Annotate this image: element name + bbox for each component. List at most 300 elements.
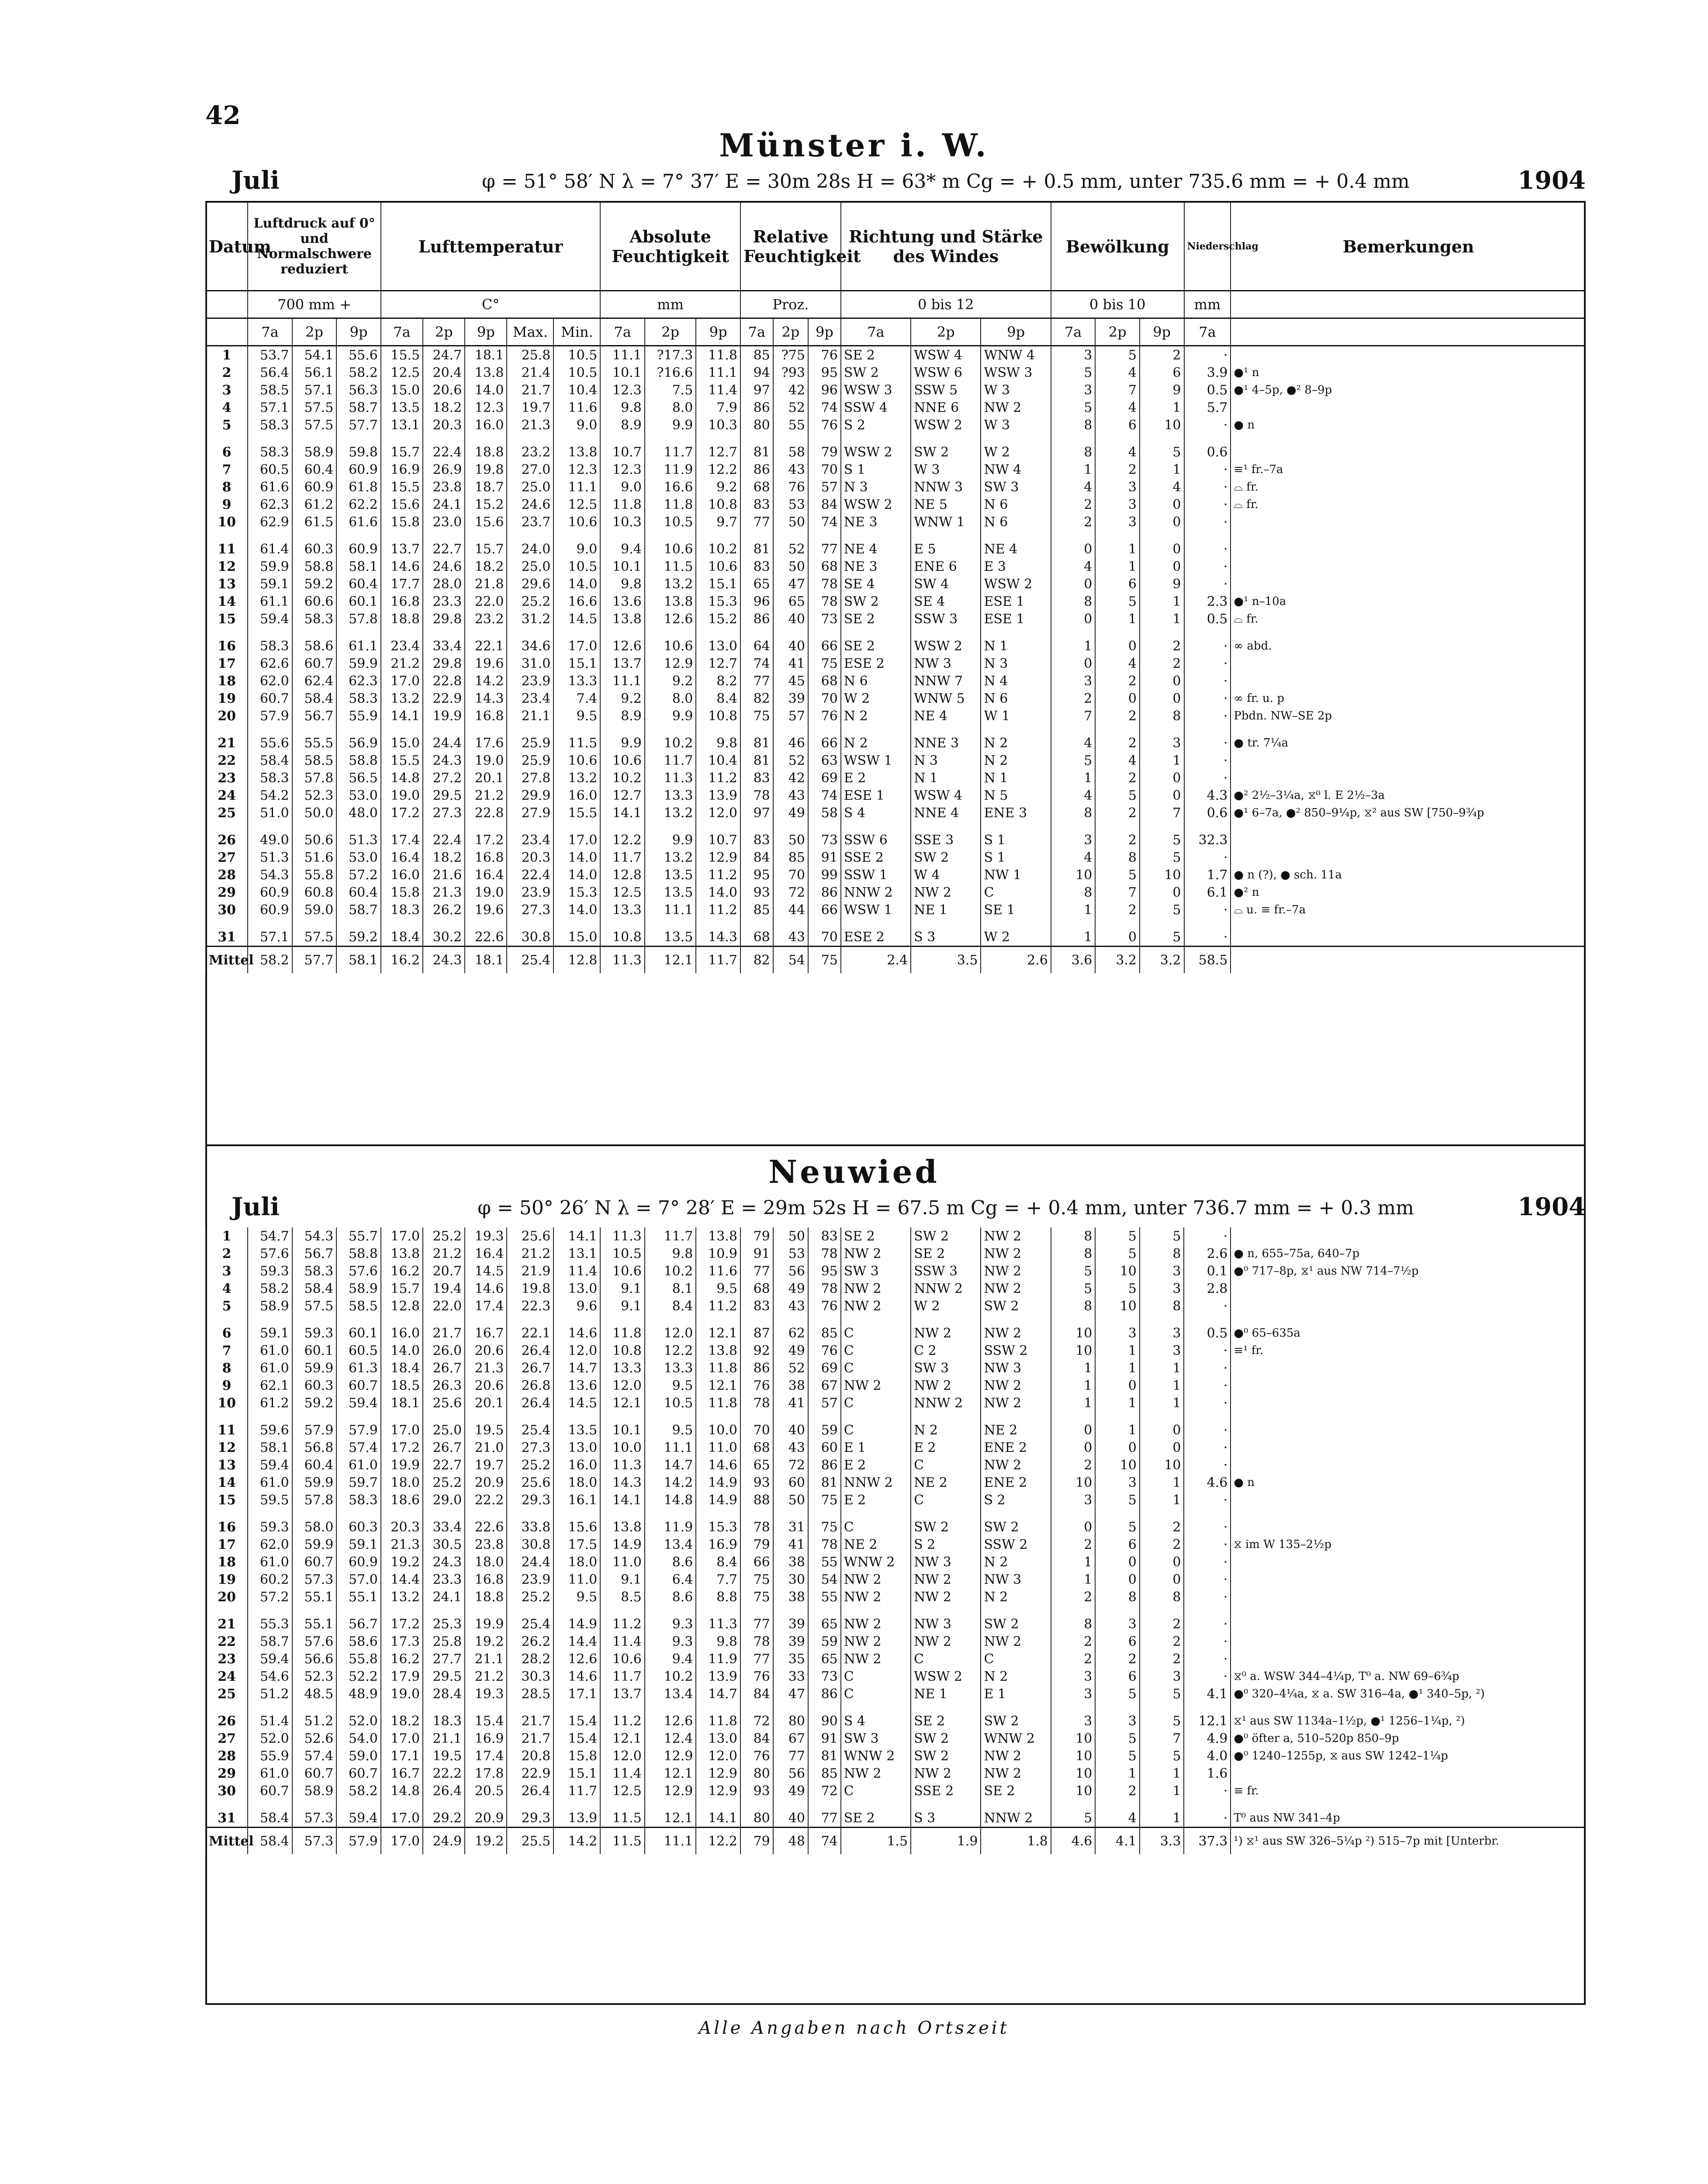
remark-cell (1231, 1227, 1586, 1245)
value-cell: NNW 2 (841, 884, 911, 901)
value-cell: 60 (773, 1474, 808, 1491)
table-row (206, 1297, 1586, 1315)
value-cell: 75 (740, 707, 773, 725)
value-cell: 58.9 (336, 1280, 381, 1297)
value-cell: 19.8 (465, 461, 507, 478)
value-cell: · (1184, 655, 1231, 672)
value-cell: 78 (740, 1509, 773, 1536)
value-cell: 51.6 (292, 849, 337, 866)
value-cell: 15.8 (381, 884, 423, 901)
value-cell: 40 (773, 628, 808, 655)
value-cell: 12.3 (600, 461, 645, 478)
value-cell: 13.8 (553, 434, 600, 461)
remark-cell: ●¹ n (1231, 364, 1586, 381)
value-cell: 11.0 (600, 1553, 645, 1571)
value-cell: 60.4 (292, 461, 337, 478)
value-cell: 50.6 (292, 822, 337, 849)
value-cell: 83 (740, 822, 773, 849)
value-cell: 1 (1095, 558, 1140, 575)
value-cell: 23.2 (507, 434, 553, 461)
value-cell: 14.1 (381, 707, 423, 725)
value-cell: 21.7 (507, 381, 553, 399)
value-cell: 58.4 (248, 752, 292, 769)
value-cell: 0 (1140, 496, 1184, 513)
remark-cell (1231, 1571, 1586, 1588)
value-cell: 12.0 (553, 1342, 600, 1359)
value-cell: ENE 2 (981, 1439, 1051, 1456)
value-cell: 13.9 (696, 787, 740, 804)
value-cell: 5 (1051, 1280, 1096, 1297)
table-row (206, 822, 1586, 849)
value-cell: 85 (740, 901, 773, 919)
value-cell: 12.2 (696, 1828, 740, 1855)
value-cell: C (981, 884, 1051, 901)
value-cell: WNW 4 (981, 346, 1051, 364)
value-cell: 10.2 (645, 725, 696, 752)
value-cell: SSW 5 (911, 381, 981, 399)
value-cell: NW 3 (911, 1553, 981, 1571)
value-cell: 5 (1051, 1262, 1096, 1280)
value-cell: 83 (740, 769, 773, 787)
value-cell: 17.1 (381, 1747, 423, 1765)
value-cell: 14.3 (696, 919, 740, 947)
value-cell: 12.5 (381, 364, 423, 381)
value-cell: 68 (808, 558, 841, 575)
value-cell: NE 1 (911, 901, 981, 919)
date-cell: 16 (206, 628, 248, 655)
remark-cell: ●¹ 6–7a, ●² 850–9¼p, ⧖² aus SW [750–9¾p (1231, 804, 1586, 822)
value-cell: 1.9 (911, 1828, 981, 1855)
value-cell: 85 (808, 1315, 841, 1342)
value-cell: 11.5 (645, 558, 696, 575)
value-cell: 21.0 (465, 1439, 507, 1456)
table-row (206, 1342, 1586, 1359)
value-cell: 10.4 (696, 752, 740, 769)
value-cell: S 1 (841, 461, 911, 478)
value-cell: 57.5 (292, 1297, 337, 1315)
value-cell: 26.7 (423, 1359, 465, 1377)
value-cell: 16.7 (465, 1315, 507, 1342)
value-cell: 58.6 (336, 1633, 381, 1650)
value-cell: 10 (1140, 866, 1184, 884)
value-cell: SE 4 (911, 593, 981, 610)
value-cell: 51.0 (248, 804, 292, 822)
value-cell: 30.3 (507, 1668, 553, 1685)
sub-9p: 9p (696, 318, 740, 346)
value-cell: 16.8 (465, 707, 507, 725)
value-cell: 8 (1051, 1245, 1096, 1262)
table-row (206, 531, 1586, 558)
remark-cell (1231, 1588, 1586, 1606)
value-cell: 0 (1095, 628, 1140, 655)
value-cell: W 2 (981, 919, 1051, 947)
value-cell: 66 (808, 628, 841, 655)
value-cell: ESE 1 (841, 787, 911, 804)
table-row (206, 672, 1586, 690)
value-cell: 9 (1140, 381, 1184, 399)
table-row (206, 346, 1586, 364)
value-cell: 50 (773, 558, 808, 575)
value-cell: NW 2 (981, 1227, 1051, 1245)
value-cell: 8 (1140, 1588, 1184, 1606)
value-cell: 78 (808, 575, 841, 593)
value-cell: WSW 4 (911, 787, 981, 804)
value-cell: · (1184, 496, 1231, 513)
value-cell: 18.2 (423, 399, 465, 416)
table-row (206, 1315, 1586, 1342)
value-cell: 13.0 (553, 1280, 600, 1297)
table-row (206, 461, 1586, 478)
value-cell: 10 (1051, 1730, 1096, 1747)
value-cell: 99 (808, 866, 841, 884)
value-cell: 56.6 (292, 1650, 337, 1668)
date-cell: 3 (206, 381, 248, 399)
value-cell: 57.1 (248, 919, 292, 947)
remark-cell (1231, 399, 1586, 416)
value-cell: WSW 1 (841, 901, 911, 919)
value-cell: 2 (1095, 1782, 1140, 1800)
table-row (206, 1439, 1586, 1456)
date-cell: 23 (206, 1650, 248, 1668)
sub-7a: 7a (1184, 318, 1231, 346)
value-cell: 11.2 (696, 769, 740, 787)
value-cell: 5 (1140, 901, 1184, 919)
value-cell: 57.9 (336, 1412, 381, 1439)
value-cell: 34.6 (507, 628, 553, 655)
table-row (206, 1474, 1586, 1491)
value-cell: 51.3 (248, 849, 292, 866)
value-cell: 52.6 (292, 1730, 337, 1747)
value-cell: 17.2 (381, 1606, 423, 1633)
value-cell: 2 (1051, 1456, 1096, 1474)
value-cell: 19.2 (381, 1553, 423, 1571)
value-cell: 70 (740, 1412, 773, 1439)
value-cell: 9.9 (645, 707, 696, 725)
value-cell: 17.0 (381, 1412, 423, 1439)
value-cell: · (1184, 1668, 1231, 1685)
table-row (206, 1571, 1586, 1588)
value-cell: 11.7 (645, 752, 696, 769)
table-row (206, 1456, 1586, 1474)
table-row (206, 1280, 1586, 1297)
value-cell: 23.3 (423, 1571, 465, 1588)
value-cell: 15.7 (381, 1280, 423, 1297)
value-cell: 55 (808, 1553, 841, 1571)
value-cell: 60.4 (292, 1456, 337, 1474)
value-cell: 10.6 (600, 752, 645, 769)
value-cell: 16.8 (465, 849, 507, 866)
value-cell: 75 (808, 655, 841, 672)
value-cell: 70 (808, 690, 841, 707)
value-cell: 0.5 (1184, 610, 1231, 628)
table-row (206, 1606, 1586, 1633)
value-cell: 41 (773, 1394, 808, 1412)
value-cell: 17.9 (381, 1668, 423, 1685)
value-cell: 9.1 (600, 1280, 645, 1297)
value-cell: 25.0 (507, 478, 553, 496)
value-cell: 16.7 (381, 1765, 423, 1782)
value-cell: 75 (808, 1509, 841, 1536)
value-cell: 5 (1051, 1800, 1096, 1828)
remark-cell (1231, 346, 1586, 364)
coords-line: φ = 50° 26′ N λ = 7° 28′ E = 29m 52s H = 67.5 m Cg = + 0.4 mm, unter 736.7 mm = + 0.3 mm (477, 1197, 1414, 1219)
value-cell: 12.9 (645, 655, 696, 672)
date-cell: 31 (206, 919, 248, 947)
value-cell: 2 (1051, 690, 1096, 707)
value-cell: 24.7 (423, 346, 465, 364)
value-cell: 55 (773, 416, 808, 434)
value-cell: 49 (773, 804, 808, 822)
value-cell: 1 (1140, 399, 1184, 416)
value-cell: 0 (1140, 769, 1184, 787)
value-cell: 13.9 (553, 1800, 600, 1828)
value-cell: 22.2 (465, 1491, 507, 1509)
date-cell: 20 (206, 1588, 248, 1606)
value-cell: 12.5 (600, 1782, 645, 1800)
value-cell: 11.5 (600, 1828, 645, 1855)
remark-cell (1231, 1280, 1586, 1297)
value-cell: 14.1 (696, 1800, 740, 1828)
value-cell: 9.8 (696, 725, 740, 752)
value-cell: 10 (1051, 1315, 1096, 1342)
remark-cell (1231, 1439, 1586, 1456)
value-cell: 21.1 (465, 1650, 507, 1668)
value-cell: 77 (808, 531, 841, 558)
value-cell: NW 3 (981, 1571, 1051, 1588)
value-cell: 11.7 (645, 1227, 696, 1245)
value-cell: 12.0 (696, 1747, 740, 1765)
value-cell: 11.8 (696, 1359, 740, 1377)
value-cell: 75 (808, 947, 841, 974)
value-cell: 78 (808, 593, 841, 610)
value-cell: SSW 2 (981, 1342, 1051, 1359)
value-cell: 1 (1095, 1765, 1140, 1782)
value-cell: 43 (773, 1439, 808, 1456)
value-cell: WSW 6 (911, 364, 981, 381)
date-cell: 14 (206, 1474, 248, 1491)
value-cell: 81 (740, 434, 773, 461)
value-cell: 59.9 (292, 1359, 337, 1377)
value-cell: 25.2 (507, 593, 553, 610)
value-cell: 74 (808, 1828, 841, 1855)
value-cell: NNW 2 (981, 1800, 1051, 1828)
value-cell: NE 2 (911, 1474, 981, 1491)
value-cell: 85 (773, 849, 808, 866)
value-cell: 85 (808, 1765, 841, 1782)
value-cell: NW 2 (841, 1633, 911, 1650)
value-cell: 10.9 (696, 1245, 740, 1262)
value-cell: NE 2 (841, 1536, 911, 1553)
value-cell: 11.8 (600, 496, 645, 513)
value-cell: 30 (773, 1571, 808, 1588)
remark-cell (1231, 672, 1586, 690)
value-cell: NE 1 (911, 1685, 981, 1703)
value-cell: 21.2 (381, 655, 423, 672)
value-cell: 60.7 (292, 655, 337, 672)
value-cell: 1 (1095, 1359, 1140, 1377)
remark-cell (1231, 1650, 1586, 1668)
value-cell: 60.8 (292, 884, 337, 901)
value-cell: 79 (808, 434, 841, 461)
value-cell: NW 2 (981, 1747, 1051, 1765)
value-cell: 3.3 (1140, 1828, 1184, 1855)
value-cell: SE 2 (911, 1245, 981, 1262)
value-cell: 0.6 (1184, 434, 1231, 461)
value-cell: 55.6 (248, 725, 292, 752)
value-cell: 55.7 (336, 1227, 381, 1245)
date-cell: 22 (206, 1633, 248, 1650)
value-cell: 10.2 (696, 531, 740, 558)
value-cell: 1 (1140, 1474, 1184, 1491)
value-cell: 15.6 (381, 496, 423, 513)
value-cell: N 6 (981, 690, 1051, 707)
sub-2p: 2p (292, 318, 337, 346)
value-cell: 59.4 (248, 610, 292, 628)
value-cell: 21.2 (465, 1668, 507, 1685)
value-cell: 55.3 (248, 1606, 292, 1633)
value-cell: 12.9 (645, 1747, 696, 1765)
value-cell: 18.8 (381, 610, 423, 628)
value-cell: 52 (773, 399, 808, 416)
value-cell: 12.3 (553, 461, 600, 478)
value-cell: 25.6 (507, 1227, 553, 1245)
value-cell: 10.2 (645, 1668, 696, 1685)
value-cell: 58.4 (248, 1828, 292, 1855)
value-cell: 11.4 (553, 1262, 600, 1280)
value-cell: 7.9 (696, 399, 740, 416)
value-cell: 18.3 (381, 901, 423, 919)
year-label: 1904 (1518, 1192, 1586, 1221)
value-cell: 12.0 (696, 804, 740, 822)
value-cell: 57.6 (336, 1262, 381, 1280)
value-cell: 3 (1140, 1280, 1184, 1297)
value-cell: 59.0 (292, 901, 337, 919)
value-cell: 3 (1140, 1262, 1184, 1280)
value-cell: 13.8 (645, 593, 696, 610)
value-cell: 57.4 (292, 1747, 337, 1765)
value-cell: 10.0 (696, 1412, 740, 1439)
value-cell: 62.3 (248, 496, 292, 513)
value-cell: 22.9 (423, 690, 465, 707)
value-cell: 12.2 (645, 1342, 696, 1359)
value-cell: 11.3 (600, 1227, 645, 1245)
value-cell: 3 (1140, 1342, 1184, 1359)
value-cell: 74 (808, 399, 841, 416)
value-cell: 58.3 (292, 1262, 337, 1280)
value-cell: WSW 2 (911, 416, 981, 434)
value-cell: · (1184, 558, 1231, 575)
value-cell: 4 (1095, 364, 1140, 381)
value-cell: 9.5 (696, 1280, 740, 1297)
value-cell: 25.2 (423, 1227, 465, 1245)
value-cell: 60.9 (248, 884, 292, 901)
value-cell: 81 (808, 1747, 841, 1765)
value-cell: 11.2 (696, 901, 740, 919)
value-cell: N 2 (841, 707, 911, 725)
value-cell: 15.3 (553, 884, 600, 901)
value-cell: 5 (1140, 822, 1184, 849)
value-cell: 54.1 (292, 346, 337, 364)
remark-cell: ● n (?), ● sch. 11a (1231, 866, 1586, 884)
value-cell: 13.4 (645, 1685, 696, 1703)
value-cell: NW 2 (911, 1377, 981, 1394)
value-cell: 18.4 (381, 919, 423, 947)
table-row (206, 1650, 1586, 1668)
value-cell: 78 (740, 1394, 773, 1412)
value-cell: 60.9 (336, 1553, 381, 1571)
value-cell: 78 (740, 787, 773, 804)
value-cell: SW 2 (911, 1747, 981, 1765)
value-cell: 19.5 (423, 1747, 465, 1765)
value-cell: 9.5 (553, 707, 600, 725)
value-cell: 25.6 (423, 1394, 465, 1412)
remark-cell: ●⁰ 320–4¼a, ⧖ a. SW 316–4a, ●¹ 340–5p, ²) (1231, 1685, 1586, 1703)
value-cell: 30.5 (423, 1536, 465, 1553)
value-cell: 2 (1051, 1588, 1096, 1606)
value-cell: 3 (1095, 478, 1140, 496)
value-cell: 60.7 (248, 690, 292, 707)
value-cell: 12.6 (600, 628, 645, 655)
value-cell: 58 (808, 804, 841, 822)
date-cell: 29 (206, 884, 248, 901)
value-cell: 9.9 (645, 822, 696, 849)
value-cell: 19.0 (465, 752, 507, 769)
value-cell: SE 2 (841, 1800, 911, 1828)
value-cell: 91 (740, 1245, 773, 1262)
table-row (206, 884, 1586, 901)
date-cell: 26 (206, 822, 248, 849)
value-cell: 11.5 (553, 725, 600, 752)
value-cell: 24.1 (423, 1588, 465, 1606)
value-cell: · (1184, 1412, 1231, 1439)
value-cell: E 2 (841, 1491, 911, 1509)
value-cell: 59.4 (336, 1394, 381, 1412)
value-cell: · (1184, 1227, 1231, 1245)
value-cell: 9.2 (645, 672, 696, 690)
table-row (206, 364, 1586, 381)
value-cell: 68 (740, 1439, 773, 1456)
table-row (206, 1394, 1586, 1412)
value-cell: 0 (1140, 672, 1184, 690)
value-cell: 1 (1051, 461, 1096, 478)
value-cell: 16.0 (381, 866, 423, 884)
value-cell: 19.0 (465, 884, 507, 901)
value-cell: 61.4 (248, 531, 292, 558)
value-cell: 26.4 (507, 1782, 553, 1800)
value-cell: 52.0 (248, 1730, 292, 1747)
date-cell: 15 (206, 1491, 248, 1509)
value-cell: N 4 (981, 672, 1051, 690)
value-cell: 1.7 (1184, 866, 1231, 884)
value-cell: 23.8 (465, 1536, 507, 1553)
value-cell: 22.7 (423, 531, 465, 558)
value-cell: NW 4 (981, 461, 1051, 478)
remark-cell (1231, 947, 1586, 974)
value-cell: 2 (1095, 672, 1140, 690)
value-cell: 2 (1095, 822, 1140, 849)
date-cell: 7 (206, 461, 248, 478)
value-cell: NW 2 (911, 1315, 981, 1342)
value-cell: 14.1 (600, 804, 645, 822)
value-cell: 60 (808, 1439, 841, 1456)
value-cell: 57.6 (248, 1245, 292, 1262)
value-cell: 13.9 (696, 1668, 740, 1685)
value-cell: 29.8 (423, 610, 465, 628)
table-row (206, 1730, 1586, 1747)
value-cell: 31 (773, 1509, 808, 1536)
value-cell: 24.9 (423, 1828, 465, 1855)
value-cell: 14.1 (553, 1227, 600, 1245)
